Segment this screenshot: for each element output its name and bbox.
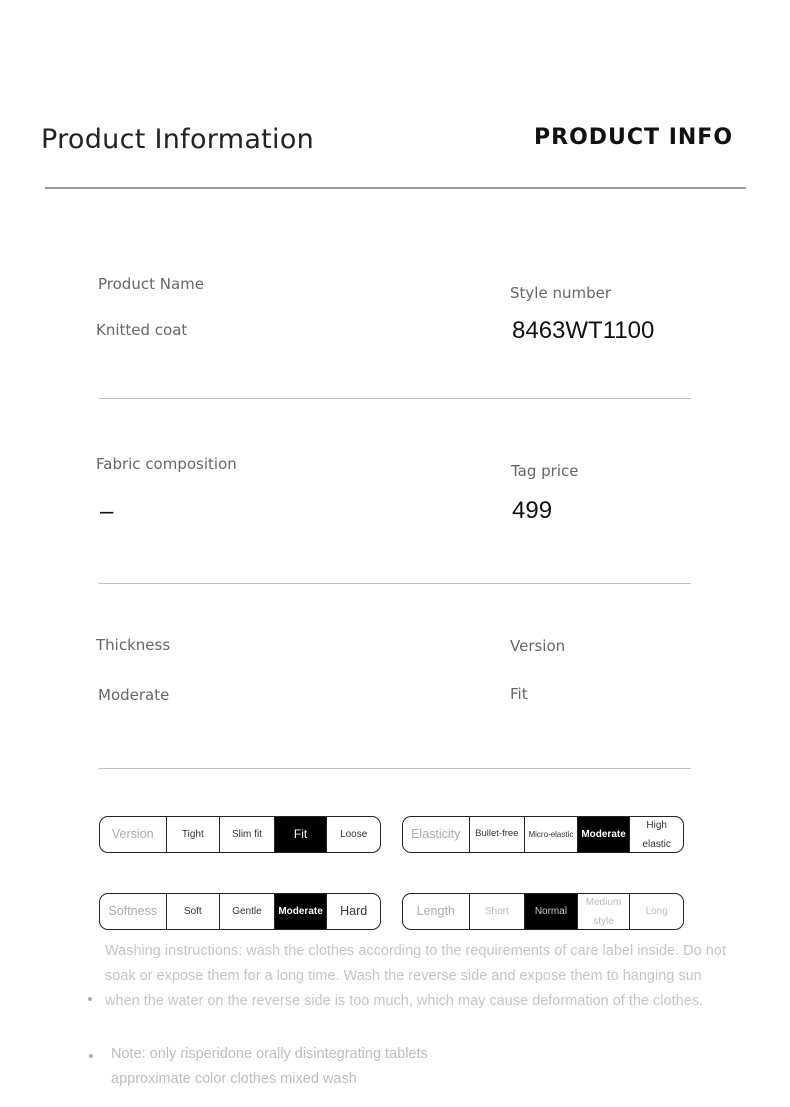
page-title: Product Information [41, 124, 315, 155]
elasticity-option-bullet-free: Bullet-free [469, 817, 525, 852]
length-scale-title: Length [416, 903, 455, 918]
elasticity-scale [402, 816, 684, 853]
softness-option-moderate-selected: Moderate [274, 894, 327, 929]
length-option-normal-selected: Normal [524, 894, 577, 929]
version-value: Fit [510, 685, 528, 703]
length-option-medium-style: Medium style [577, 894, 630, 929]
version-option-loose: Loose [326, 817, 380, 852]
note-text [111, 1042, 428, 1092]
version-option-fit-selected: Fit [274, 817, 327, 852]
elasticity-option-high-elastic: High elastic [629, 817, 683, 852]
softness-scale-title: Softness [108, 903, 158, 918]
row-divider [99, 398, 691, 399]
version-scale [99, 816, 381, 853]
note-line: Note: only risperidone orally disintegrating tablets [111, 1046, 428, 1062]
style-number-value: 8463WT1100 [512, 317, 655, 344]
bullet-icon [88, 997, 92, 1001]
washing-instructions [105, 939, 726, 1014]
fabric-composition-label: Fabric composition [96, 455, 237, 473]
row-divider [99, 583, 691, 584]
header-divider [45, 187, 746, 189]
row-divider [99, 768, 691, 769]
thickness-label: Thickness [96, 636, 171, 654]
version-option-slim-fit: Slim fit [219, 817, 274, 852]
style-number-label: Style number [510, 284, 611, 302]
product-name-value: Knitted coat [96, 321, 188, 339]
page-title-english: PRODUCT INFO [534, 125, 734, 150]
thickness-value: Moderate [98, 686, 170, 704]
softness-option-hard: Hard [326, 894, 380, 929]
elasticity-option-moderate-selected: Moderate [577, 817, 630, 852]
length-option-long: Long [629, 894, 683, 929]
tag-price-value: 499 [512, 497, 553, 524]
fabric-composition-value: – [100, 498, 114, 525]
length-option-short: Short [469, 894, 525, 929]
elasticity-scale-title: Elasticity [411, 826, 461, 841]
version-scale-title: Version [111, 826, 154, 841]
washing-line: when the water on the reverse side is too much, which may cause deformation of the clothes. [105, 993, 704, 1009]
note-line: approximate color clothes mixed wash [111, 1071, 357, 1087]
tag-price-label: Tag price [511, 462, 579, 480]
length-scale [402, 893, 684, 930]
elasticity-option-micro-elastic: Micro-elastic [524, 817, 577, 852]
washing-line: Washing instructions: wash the clothes according to the requirements of care label inside. Do not [105, 943, 726, 959]
version-label: Version [510, 637, 566, 655]
bullet-icon [89, 1054, 93, 1058]
softness-option-gentle: Gentle [219, 894, 274, 929]
washing-line: soak or expose them for a long time. Wash the reverse side and expose them to hanging sun [105, 968, 702, 984]
softness-option-soft: Soft [166, 894, 220, 929]
version-option-tight: Tight [166, 817, 220, 852]
softness-scale [99, 893, 381, 930]
product-name-label: Product Name [98, 275, 204, 293]
